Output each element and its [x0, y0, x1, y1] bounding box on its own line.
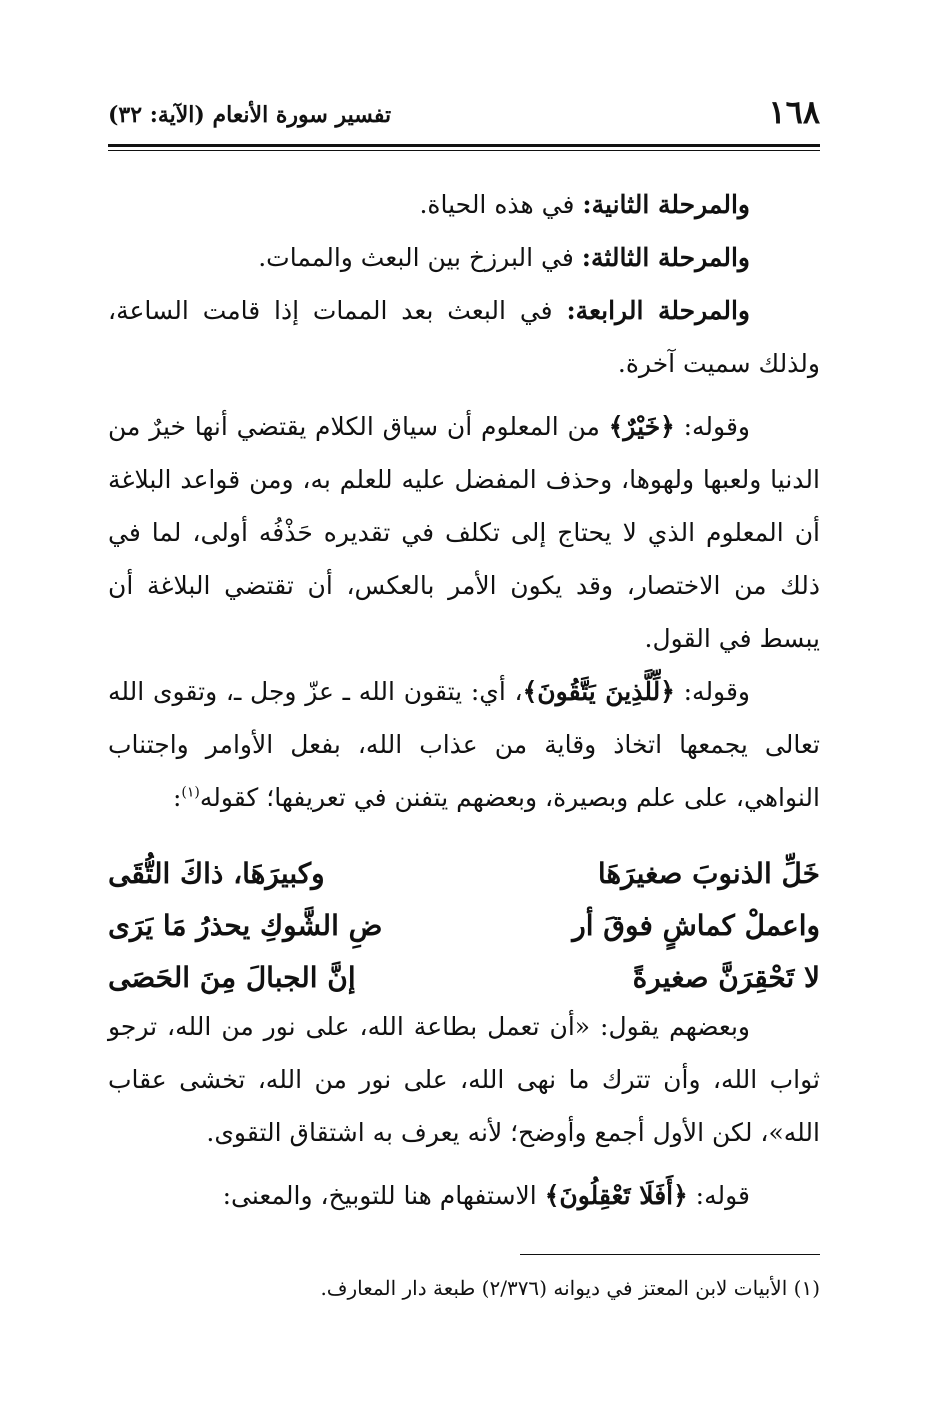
verse-second-half: ضِ الشَّوكِ يحذرُ مَا يَرَى	[108, 909, 383, 942]
verse-first-half: لا تَحْقِرَنَّ صغيرةً	[632, 961, 820, 994]
paragraph-definition: وبعضهم يقول: «أن تعمل بطاعة الله، على نور من الله، ترجو ثواب الله، وأن تترك ما نهى الله، على نور من الله، تخشى عقاب الله»، لكن الأول أجمع وأوضح؛ لأنه يعرف به اشتقاق التقوى.	[108, 1012, 820, 1147]
paragraph-lead: وقوله:	[674, 412, 750, 441]
poem-verse	[108, 952, 820, 1004]
paragraph-stage-4	[108, 284, 820, 390]
paragraph-stage-2	[108, 178, 820, 231]
stage-label: والمرحلة الثانية:	[582, 190, 750, 219]
main-text	[108, 178, 820, 824]
quran-quote: ﴿لِّلَّذِينَ يَتَّقُونَ﴾	[522, 677, 675, 706]
page-number: ١٦٨	[768, 93, 820, 131]
paragraph-end: :	[172, 783, 182, 812]
paragraph-afala	[108, 1169, 820, 1222]
paragraph-lead: وقوله:	[674, 677, 750, 706]
main-text-continued	[108, 1000, 820, 1222]
stage-text: في البرزخ بين البعث والممات.	[258, 243, 582, 272]
header-rule	[108, 144, 820, 147]
paragraph-text: الاستفهام هنا للتوبيخ، والمعنى:	[222, 1181, 545, 1210]
paragraph-stage-3	[108, 231, 820, 284]
stage-text: في البعث بعد الممات إذا قامت الساعة، ولذلك سميت آخرة.	[108, 296, 820, 378]
paragraph-lead: قوله:	[687, 1181, 750, 1210]
footnote: (١) الأبيات لابن المعتز في ديوانه (٢/٣٧٦) طبعة دار المعارف.	[320, 1276, 820, 1300]
poem-verse	[108, 848, 820, 900]
header-rule-thin	[108, 150, 820, 151]
stage-label: والمرحلة الثالثة:	[581, 243, 750, 272]
verse-first-half: خَلِّ الذنوبَ صغيرَهَا	[597, 857, 820, 890]
stage-label: والمرحلة الرابعة:	[566, 296, 750, 325]
quran-quote: ﴿أَفَلَا تَعْقِلُونَ﴾	[544, 1181, 688, 1210]
paragraph-text: ، أي: يتقون الله ـ عزّ وجل ـ، وتقوى الله تعالى يجمعها اتخاذ وقاية من عذاب الله، بفعل الأوامر واجتناب النواهي، على علم وبصيرة، وبعضهم يتفنن في تعريفها؛ كقوله	[108, 677, 820, 812]
footnote-ref: (١)	[181, 784, 200, 801]
quran-quote: ﴿خَيْرٌ﴾	[608, 412, 675, 441]
poem	[108, 848, 820, 1004]
paragraph-taqwa	[108, 665, 820, 824]
stage-text: في هذه الحياة.	[419, 190, 583, 219]
poem-verse	[108, 900, 820, 952]
verse-second-half: إنَّ الجبالَ مِنَ الحَصَى	[108, 961, 356, 994]
page-header	[108, 92, 820, 142]
verse-second-half: وكبيرَهَا، ذاكَ التُّقَى	[108, 857, 325, 890]
footnote-rule	[520, 1254, 820, 1255]
paragraph-khayr	[108, 400, 820, 665]
paragraph-text: من المعلوم أن سياق الكلام يقتضي أنها خيرٌ من الدنيا ولعبها ولهوها، وحذف المفضل عليه للعلم به، ومن قواعد البلاغة أن المعلوم الذي لا يحتاج إلى تكلف في تقديره حَذْفُه أولى، لما في ذلك من الاختصار، وقد يكون الأمر بالعكس، أن تقتضي البلاغة أن يبسط في القول.	[108, 412, 820, 653]
running-title: تفسير سورة الأنعام (الآية: ٣٢)	[108, 102, 392, 128]
verse-first-half: واعملْ كماشٍ فوقَ أر	[572, 909, 820, 942]
